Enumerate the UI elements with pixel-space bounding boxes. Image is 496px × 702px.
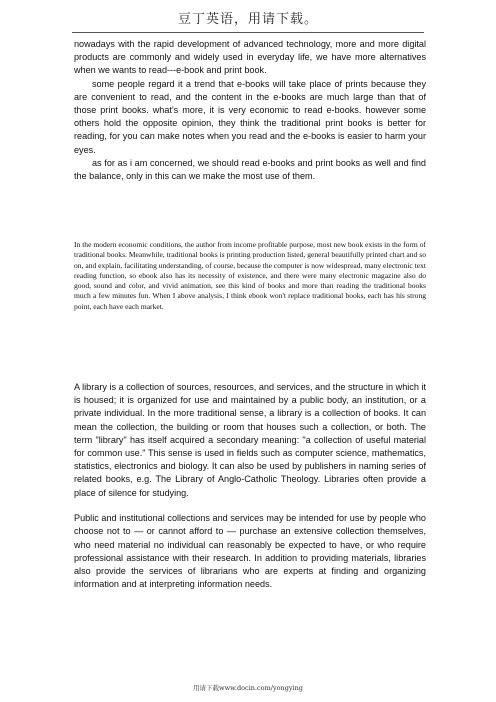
essay-section <box>74 38 426 183</box>
header-divider <box>72 32 424 33</box>
translation-paragraph: In the modern economic conditions, the author from income profitable purpose, most new book exists in the form of traditional books. Meanwhile, traditional books is printing production listed, general beautifully printed chart and so on, and explain, facilitating understanding, of course, because the computer is now widespread, many electronic text reading function, so ebook also has its necessity of existence, and there were many electronic magazine also do good, sound and color, and vivid animation, see this kind of books and more than reading the traditional books much a few minutes fun. When I above analysis, I think ebook won't replace traditional books, each has his strong point, each have each market. <box>74 240 426 311</box>
translation-section <box>74 240 426 312</box>
page-footer: 用请下载www.docin.com/yongying <box>193 684 303 692</box>
page-header: 豆丁英语，用请下载。 <box>177 12 318 27</box>
library-paragraph-2: Public and institutional collections and services may be intended for use by people who choose not to — or cannot afford to — purchase an extensive collection themselves, who need material no individual can reasonably be expected to have, or who require professional assistance with their research. In addition to providing materials, libraries also provide the services of librarians who are experts at finding and organizing information and at interpreting information needs. <box>74 513 426 590</box>
library-section <box>74 381 426 604</box>
essay-paragraph-3: as for as i am concerned, we should read e-books and print books as well and find the balance, only in this can we make the most use of them. <box>74 157 426 182</box>
essay-paragraph-1: nowadays with the rapid development of advanced technology, more and more digital products are commonly and widely used in everyday life, we have more alternatives when we wants to read---e-book and print book. <box>74 39 426 76</box>
essay-paragraph-2: some people regard it a trend that e-books will take place of prints because they are convenient to read, and the content in the e-books are much large than that of those print books. what's more, it is very economic to read e-books. however some others hold the opposite opinion, they think the traditional print books is better for reading, for you can make notes when you read and the e-books is easier to harm your eyes. <box>74 78 426 155</box>
library-paragraph-1: A library is a collection of sources, resources, and services, and the structure in which it is housed; it is organized for use and maintained by a public body, an institution, or a private individual. In the more traditional sense, a library is a collection of books. It can mean the collection, the building or room that houses such a collection, or both. The term "library" has itself acquired a secondary meaning: "a collection of useful material for common use." This sense is used in fields such as computer science, mathematics, statistics, electronics and biology. It can also be used by publishers in naming series of related books, e.g. The Library of Anglo-Catholic Theology. Libraries often provide a place of silence for studying. <box>74 382 426 498</box>
